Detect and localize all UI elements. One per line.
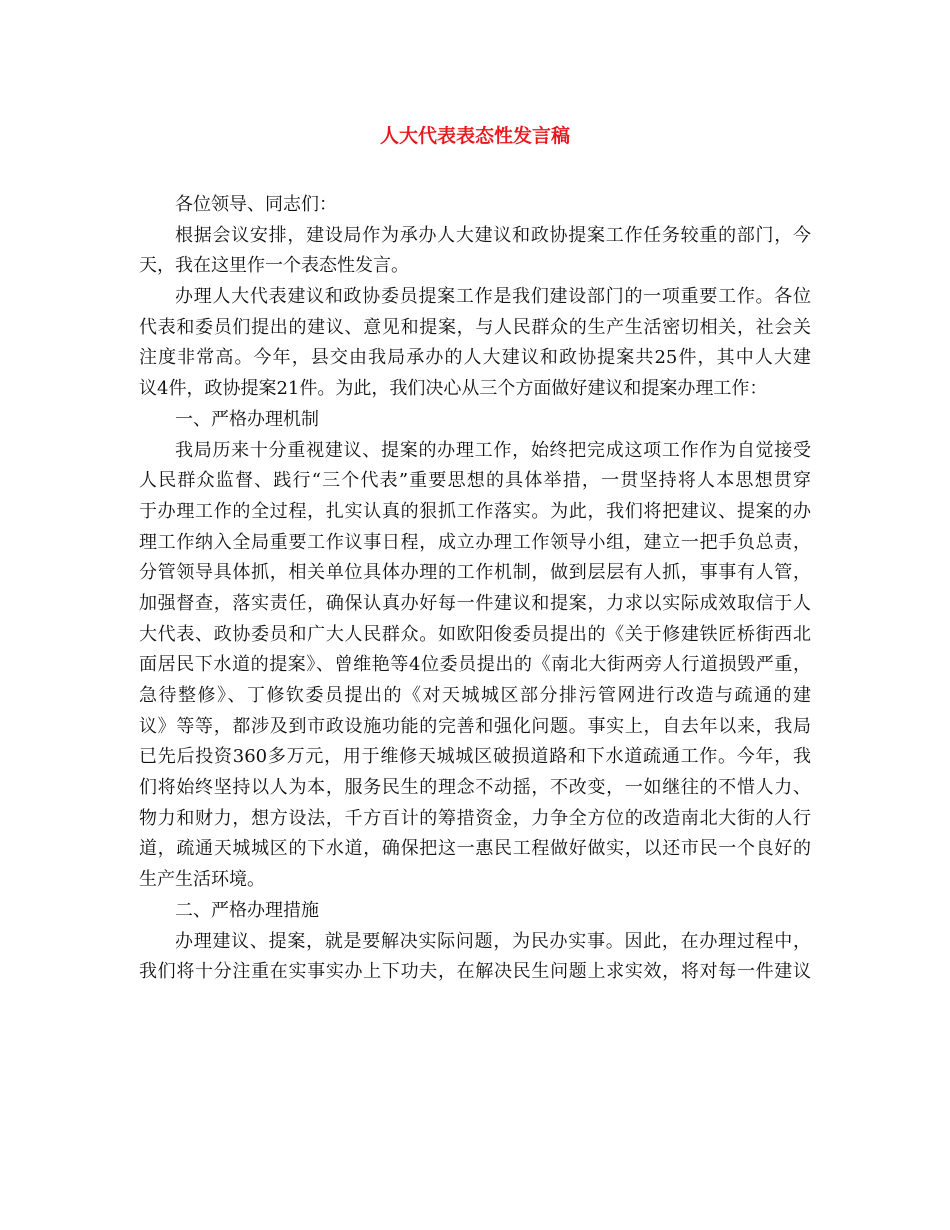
- paragraph-line: 于办理工作的全过程，扎实认真的狠抓工作落实。为此，我们将把建议、提案的办: [139, 500, 811, 522]
- paragraph-line: 人民群众监督、践行“三个代表”重要思想的具体举措，一贯坚持将人本思想贯穿: [139, 470, 811, 492]
- paragraph-line: 加强督查，落实责任，确保认真办好每一件建议和提案，力求以实际成效取信于人: [139, 592, 811, 614]
- paragraph-line: 天，我在这里作一个表态性发言。: [139, 255, 409, 277]
- paragraph-line: 议4件，政协提案21件。为此，我们决心从三个方面做好建议和提案办理工作：: [139, 378, 768, 400]
- paragraph-line: 注度非常高。今年，县交由我局承办的人大建议和政协提案共25件，其中人大建: [139, 347, 811, 369]
- paragraph-line: 代表和委员们提出的建议、意见和提案，与人民群众的生产生活密切相关，社会关: [139, 316, 811, 338]
- paragraph-line: 办理人大代表建议和政协委员提案工作是我们建设部门的一项重要工作。各位: [175, 286, 811, 308]
- paragraph-line: 们将始终坚持以人为本，服务民生的理念不动摇，不改变，一如继往的不惜人力、: [139, 777, 811, 799]
- paragraph-line: 道，疏通天城城区的下水道，确保把这一惠民工程做好做实，以还市民一个良好的: [139, 838, 811, 860]
- section-heading: 一、严格办理机制: [175, 408, 319, 430]
- paragraph-line: 已先后投资360多万元，用于维修天城城区破损道路和下水道疏通工作。今年，我: [139, 746, 811, 768]
- paragraph-line: 分管领导具体抓，相关单位具体办理的工作机制，做到层层有人抓，事事有人管，: [139, 562, 811, 584]
- paragraph-line: 物力和财力，想方设法，千方百计的筹措资金，力争全方位的改造南北大街的人行: [139, 807, 811, 829]
- paragraph-line: 议》等等，都涉及到市政设施功能的完善和强化问题。事实上，自去年以来，我局: [139, 715, 811, 737]
- paragraph-line: 急待整修》、丁修钦委员提出的《对天城城区部分排污管网进行改造与疏通的建: [139, 685, 811, 706]
- paragraph-line: 我们将十分注重在实事实办上下功夫，在解决民生问题上求实效，将对每一件建议: [139, 961, 811, 983]
- paragraph-line: 生产生活环境。: [139, 869, 265, 891]
- salutation: 各位领导、同志们：: [175, 194, 337, 215]
- document-title: 人大代表表态性发言稿: [379, 125, 570, 147]
- document-body: [139, 190, 811, 988]
- paragraph-line: 面居民下水道的提案》、曾维艳等4位委员提出的《南北大街两旁人行道损毁严重，: [139, 654, 811, 676]
- paragraph-line: 办理建议、提案，就是要解决实际问题，为民办实事。因此，在办理过程中，: [175, 930, 811, 952]
- paragraph-line: 我局历来十分重视建议、提案的办理工作，始终把完成这项工作作为自觉接受: [175, 439, 811, 461]
- paragraph-line: 理工作纳入全局重要工作议事日程，成立办理工作领导小组，建立一把手负总责，: [139, 531, 811, 553]
- section-heading: 二、严格办理措施: [175, 899, 319, 921]
- paragraph-line: 大代表、政协委员和广大人民群众。如欧阳俊委员提出的《关于修建铁匠桥街西北: [139, 623, 811, 645]
- paragraph-line: 根据会议安排，建设局作为承办人大建议和政协提案工作任务较重的部门，今: [175, 224, 811, 246]
